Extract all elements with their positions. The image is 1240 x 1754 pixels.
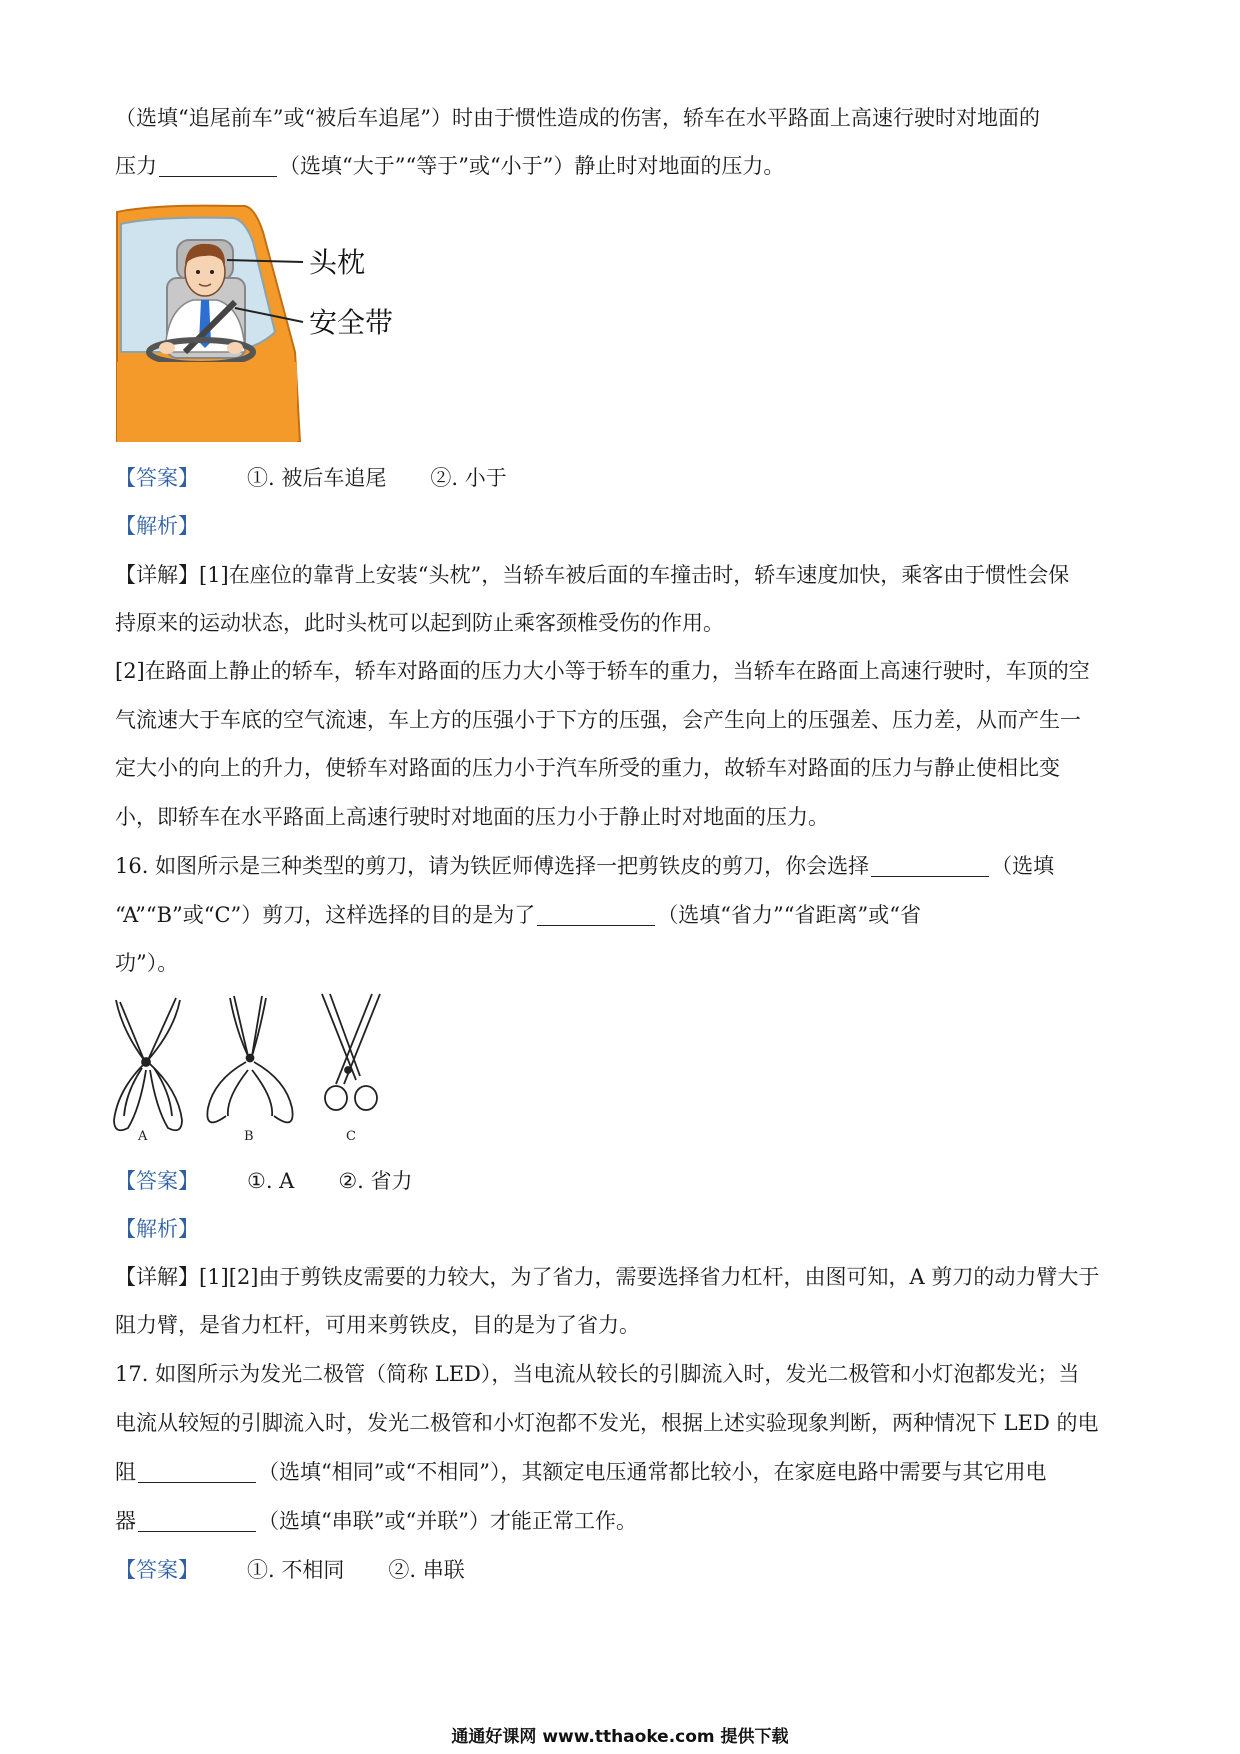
q17-line-4: 器 （选填“串联”或“并联”）才能正常工作。 xyxy=(115,1509,637,1533)
detail-tag: 【详解】 xyxy=(115,563,199,587)
label-scissors-c: C xyxy=(346,1129,356,1144)
q17-answer-1: ①. 不相同 xyxy=(247,1558,345,1582)
q15-detail-6: 小，即轿车在水平路面上高速行驶时对地面的压力小于静止时对地面的压力。 xyxy=(115,805,829,829)
q16-answer-2: ②. 省力 xyxy=(338,1169,413,1193)
q15-detail-1: 【详解】[1]在座位的靠背上安装“头枕”，当轿车被后面的车撞击时，轿车速度加快，乘客由于惯性会保 xyxy=(115,563,1070,587)
detail-tag: 【详解】 xyxy=(115,1265,199,1289)
page-footer: 通通好课网 www.tthaoke.com 提供下载 xyxy=(451,1727,789,1747)
q15-detail-5: 定大小的向上的升力，使轿车对路面的压力小于汽车所受的重力，故轿车对路面的压力与静止使相比变 xyxy=(115,756,1060,780)
q15-line-1: （选填“追尾前车”或“被后车追尾”）时由于惯性造成的伤害，轿车在水平路面上高速行驶时对地面的 xyxy=(115,106,1040,130)
q17-blank-2 xyxy=(138,1509,256,1532)
car-driver-figure xyxy=(115,202,415,442)
label-seatbelt: 安全带 xyxy=(309,306,394,339)
q15-answer-1: ①. 被后车追尾 xyxy=(247,466,387,490)
q17-blank-1 xyxy=(138,1460,256,1483)
q16-detail-2: 阻力臂，是省力杠杆，可用来剪铁皮，目的是为了省力。 xyxy=(115,1313,640,1337)
q15-answer-2: ②. 小于 xyxy=(430,466,507,490)
q16-analysis-tag: 【解析】 xyxy=(115,1217,199,1241)
q17-line-1: 17. 如图所示为发光二极管（简称 LED），当电流从较长的引脚流入时，发光二极管和小灯泡都发光；当 xyxy=(115,1362,1080,1386)
q16-detail-1: 【详解】[1][2]由于剪铁皮需要的力较大，为了省力，需要选择省力杠杆，由图可知，A 剪刀的动力臂大于 xyxy=(115,1265,1100,1289)
q16-line-1: 16. 如图所示是三种类型的剪刀，请为铁匠师傅选择一把剪铁皮的剪刀，你会选择 （选填 xyxy=(115,854,1055,878)
q17-answer-2: ②. 串联 xyxy=(388,1558,465,1582)
q17-answer xyxy=(115,1555,1125,1585)
label-headrest: 头枕 xyxy=(309,246,366,279)
q15-answer xyxy=(115,463,1125,493)
q15-detail-4: 气流速大于车底的空气流速，车上方的压强小于下方的压强，会产生向上的压强差、压力差，从而产生一 xyxy=(115,708,1081,732)
q16-line-2: “A”“B”或“C”）剪刀，这样选择的目的是为了 （选填“省力”“省距离”或“省 xyxy=(115,903,921,927)
q17-line-3: 阻 （选填“相同”或“不相同”），其额定电压通常都比较小，在家庭电路中需要与其它用电 xyxy=(115,1460,1047,1484)
answer-tag: 【答案】 xyxy=(115,466,199,490)
q15-line-2 xyxy=(115,151,1125,181)
scissors-figure xyxy=(108,990,408,1150)
answer-tag: 【答案】 xyxy=(115,1169,199,1193)
q15-analysis-tag: 【解析】 xyxy=(115,514,199,538)
q17-line-2: 电流从较短的引脚流入时，发光二极管和小灯泡都不发光，根据上述实验现象判断，两种情况下 LED 的电 xyxy=(115,1411,1099,1435)
q16-line-3: 功”）。 xyxy=(115,951,179,975)
q16-answer-1: ①. A xyxy=(247,1169,295,1193)
q16-blank-1 xyxy=(871,854,989,877)
q16-blank-2 xyxy=(537,903,655,926)
q15-line2-post: （选填“大于”“等于”或“小于”）静止时对地面的压力。 xyxy=(279,154,785,178)
q15-blank-2 xyxy=(159,154,277,177)
q15-detail-2: 持原来的运动状态，此时头枕可以起到防止乘客颈椎受伤的作用。 xyxy=(115,611,724,635)
label-scissors-a: A xyxy=(138,1129,148,1144)
q16-answer xyxy=(115,1166,1125,1196)
label-scissors-b: B xyxy=(244,1129,254,1144)
q15-line2-pre: 压力 xyxy=(115,154,157,178)
q15-detail-3: [2]在路面上静止的轿车，轿车对路面的压力大小等于轿车的重力，当轿车在路面上高速行驶时，车顶的空 xyxy=(115,659,1090,683)
answer-tag: 【答案】 xyxy=(115,1558,199,1582)
